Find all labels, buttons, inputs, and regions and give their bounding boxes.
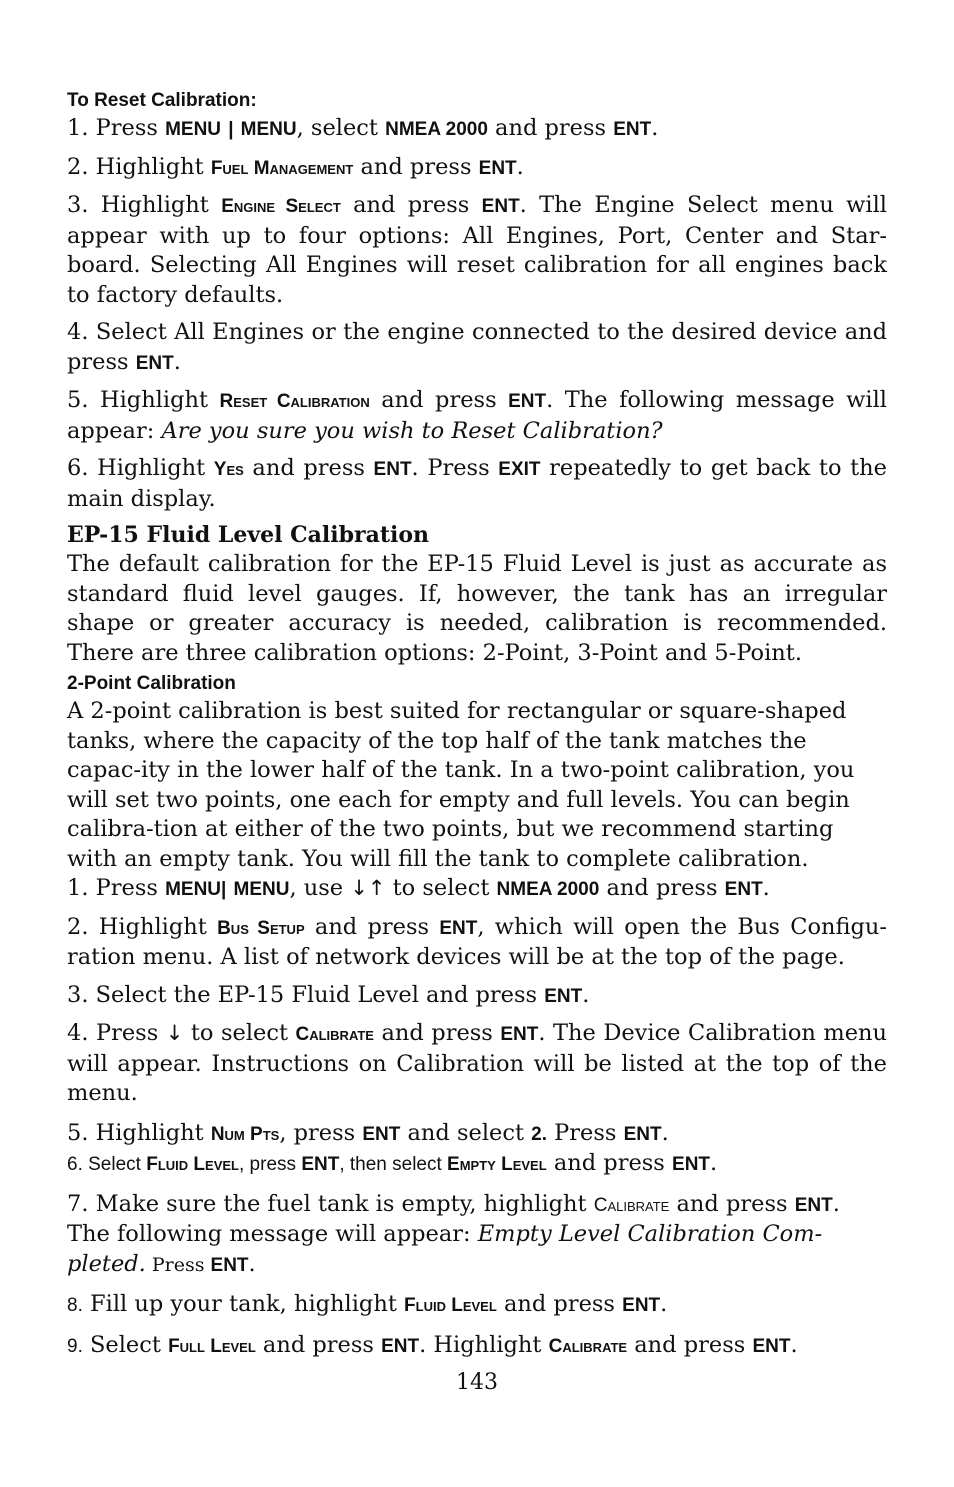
menu-engine-select: Engine Select — [221, 196, 341, 217]
key-ent: ENT — [478, 157, 517, 179]
key-menu: MENU — [233, 879, 290, 900]
reset-step-1: 1. Press MENU | MENU, select NMEA 2000 and press ENT. — [67, 115, 659, 141]
two-point-step-7: 7. Make sure the fuel tank is empty, highlight Calibrate and press ENT. The following message will appear: Empty Level Calibration Com-pleted. Press ENT. — [67, 1190, 840, 1277]
key-ent: ENT — [301, 1154, 340, 1175]
reset-step-5: 5. Highlight Reset Calibration and press ENT. The following message will appear: Are you sure you wish to Reset Calibration? — [67, 387, 887, 444]
key-ent: ENT — [794, 1194, 833, 1216]
key-ent: ENT — [724, 879, 763, 900]
two-point-heading: 2-Point Calibration — [67, 673, 236, 694]
key-ent: ENT — [210, 1254, 249, 1276]
key-ent: ENT — [672, 1154, 711, 1175]
key-ent: ENT — [362, 1123, 401, 1145]
key-ent: ENT — [439, 917, 478, 939]
menu-nmea-2000: NMEA 2000 — [496, 879, 600, 900]
two-point-step-6: 6. Select Fluid Level, press ENT, then select Empty Level and press ENT. — [67, 1150, 718, 1176]
menu-num-pts: Num Pts — [210, 1123, 280, 1145]
ep15-heading: EP-15 Fluid Level Calibration — [67, 522, 430, 548]
menu-calibrate: Calibrate — [593, 1194, 670, 1216]
key-ent: ENT — [381, 1335, 420, 1357]
menu-empty-level: Empty Level — [447, 1154, 547, 1175]
menu-bus-setup: Bus Setup — [217, 917, 305, 939]
two-point-step-1: 1. Press MENU| MENU, use ↓↑ to select NMEA 2000 and press ENT. — [67, 875, 770, 901]
two-point-intro: A 2-point calibration is best suited for rectangular or square-shaped tanks, where the capacity of the top half of the tank matches the capac-ity in the lower half of the tank. In a two-point calibration, you will set two points, one each for empty and full levels. You can begin calibra-tion at either of the two points, but we recommend starting with an empty tank. You will fill the tank to complete calibration. — [67, 698, 855, 872]
key-menu: MENU| — [165, 879, 227, 900]
two-point-step-8: 8. Fill up your tank, highlight Fluid Level and press ENT. — [67, 1291, 668, 1317]
key-menu: MENU — [165, 119, 222, 140]
menu-yes: Yes — [213, 459, 244, 480]
reset-step-2: 2. Highlight Fuel Management and press ENT. — [67, 153, 524, 180]
menu-fluid-level: Fluid Level — [146, 1154, 239, 1175]
two-point-step-5: 5. Highlight Num Pts, press ENT and select 2. Press ENT. — [67, 1119, 669, 1146]
reset-message: Are you sure you wish to Reset Calibration? — [161, 417, 663, 444]
value-two: 2. — [531, 1123, 547, 1145]
key-ent: ENT — [544, 985, 583, 1007]
menu-fuel-management: Fuel Management — [210, 157, 354, 179]
ep15-intro: The default calibration for the EP-15 Fluid Level is just as accurate as standard fluid level gauges. If, however, the tank has an irregular shape or greater accuracy is needed, calibration is recommended. There are three calibration options: 2-Point, 3-Point and 5-Point. — [67, 551, 887, 666]
menu-fluid-level: Fluid Level — [404, 1295, 497, 1316]
arrow-keys-icon: ↓↑ — [350, 876, 386, 900]
menu-full-level: Full Level — [168, 1335, 256, 1357]
key-ent: ENT — [623, 1123, 662, 1145]
manual-page — [67, 88, 887, 1361]
menu-nmea-2000: NMEA 2000 — [385, 119, 488, 140]
key-ent: ENT — [622, 1295, 661, 1316]
reset-step-6: 6. Highlight Yes and press ENT. Press EXIT repeatedly to get back to the main display. — [67, 455, 887, 512]
menu-calibrate: Calibrate — [295, 1024, 374, 1045]
reset-step-3: 3. Highlight Engine Select and press ENT. The Engine Select menu will appear with up to four options: All Engines, Port, Center and Star-board. Selecting All Engines will reset calibration for all engines back to factory defaults. — [67, 192, 887, 308]
reset-calibration-heading: To Reset Calibration: — [67, 90, 257, 111]
key-menu: MENU — [240, 119, 297, 140]
key-ent: ENT — [752, 1335, 791, 1357]
two-point-step-9: 9. Select Full Level and press ENT. Highlight Calibrate and press ENT. — [67, 1331, 798, 1358]
down-arrow-icon: ↓ — [165, 1021, 184, 1045]
key-ent: ENT — [481, 196, 520, 217]
key-ent: ENT — [135, 352, 174, 374]
key-ent: ENT — [508, 391, 547, 412]
page-number: 143 — [456, 1370, 498, 1395]
menu-calibrate: Calibrate — [548, 1335, 628, 1357]
key-exit: EXIT — [498, 459, 541, 480]
two-point-step-3: 3. Select the EP-15 Fluid Level and press ENT. — [67, 981, 590, 1008]
menu-reset-calibration: Reset Calibration — [219, 391, 370, 412]
empty-level-message: Empty Level Calibration Com-pleted. — [67, 1221, 823, 1277]
key-ent: ENT — [613, 119, 652, 140]
two-point-step-2: 2. Highlight Bus Setup and press ENT, which will open the Bus Configu-ration menu. A list of network devices will be at the top of the page. — [67, 913, 887, 970]
key-ent: ENT — [500, 1024, 539, 1045]
reset-step-4: 4. Select All Engines or the engine connected to the desired device and press ENT. — [67, 319, 887, 375]
key-ent: ENT — [373, 459, 412, 480]
two-point-step-4: 4. Press ↓ to select Calibrate and press ENT. The Device Calibration menu will appear. Instructions on Calibration will be listed at the top of the menu. — [67, 1020, 888, 1106]
